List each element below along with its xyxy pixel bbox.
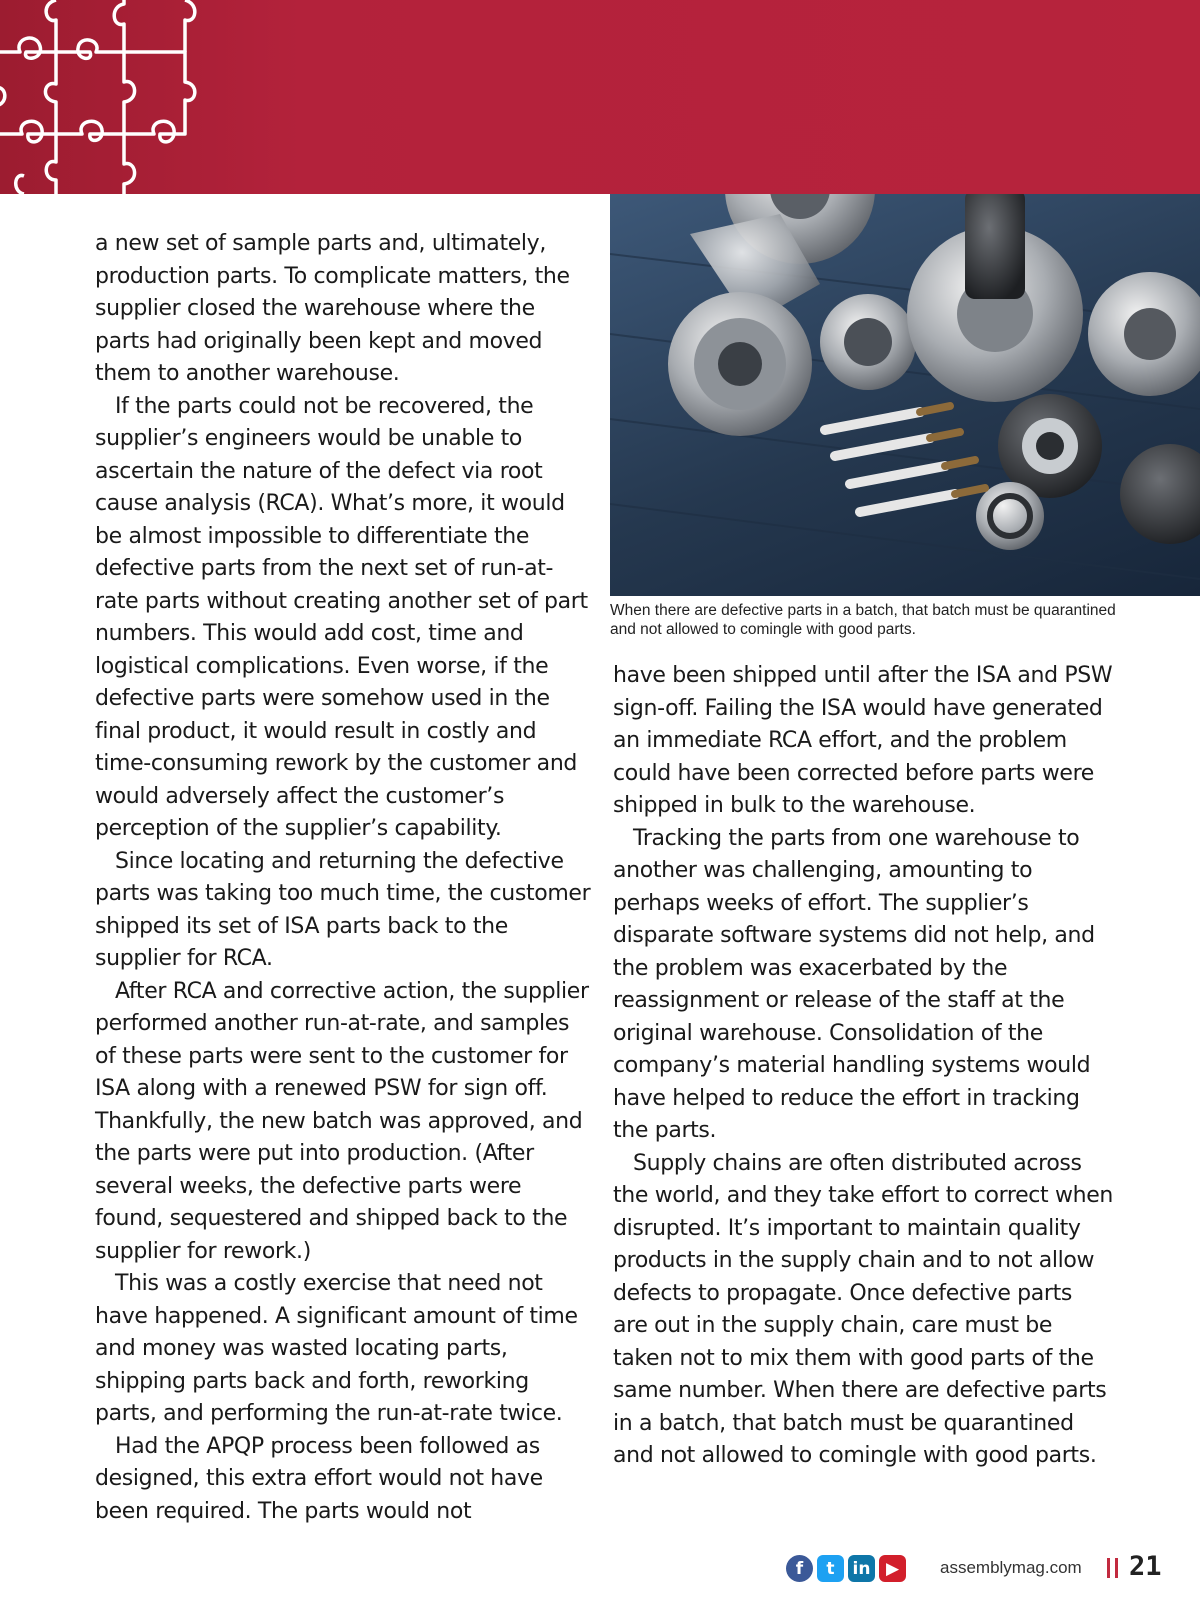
page-footer xyxy=(780,1550,1180,1590)
article-column-2 xyxy=(613,660,1113,1473)
header-banner xyxy=(0,0,1200,194)
page-number: 21 xyxy=(1129,1551,1162,1582)
puzzle-pieces-graphic xyxy=(0,0,200,194)
paragraph: If the parts could not be recovered, the supplier’s engineers would be unable to ascertain the nature of the defect via root cause analysis (RCA). What’s more, it would be almost impossible to differentiate the defective parts from the next set of run-at-rate parts without creating another set of part numbers. This would add cost, time and logistical complications. Even worse, if the defective parts were somehow used in the final product, it would result in costly and time-consuming rework by the customer and would adversely affect the customer’s perception of the supplier’s capability. xyxy=(95,393,588,841)
paragraph: a new set of sample parts and, ultimately, production parts. To complicate matters, the supplier closed the warehouse where the parts had originally been kept and moved them to another warehouse. xyxy=(95,231,570,386)
linkedin-icon[interactable]: in xyxy=(848,1555,875,1582)
auto-parts-photo xyxy=(610,194,1200,596)
facebook-icon[interactable]: f xyxy=(786,1555,813,1582)
article-column-1 xyxy=(95,228,595,1528)
twitter-icon[interactable]: t xyxy=(817,1555,844,1582)
auto-parts-illustration xyxy=(610,194,1200,596)
site-url[interactable]: assemblymag.com xyxy=(940,1558,1082,1577)
paragraph: After RCA and corrective action, the supplier performed another run-at-rate, and samples of these parts were sent to the customer for ISA along with a renewed PSW for sign off. Thankfully, the new batch was approved, and the parts were put into production. (After several weeks, the defective parts were found, sequestered and shipped back to the supplier for rework.) xyxy=(95,978,589,1264)
paragraph: Supply chains are often distributed across the world, and they take effort to correct when disrupted. It’s important to maintain quality products in the supply chain and to not allow defects to propagate. Once defective parts are out in the supply chain, care must be taken not to mix them with good parts of the same number. When there are defective parts in a batch, that batch must be quarantined and not allowed to comingle with good parts. xyxy=(613,1150,1113,1468)
paragraph: Had the APQP process been followed as designed, this extra effort would not have been required. The parts would not xyxy=(95,1433,543,1524)
paragraph: have been shipped until after the ISA and PSW sign-off. Failing the ISA would have generated an immediate RCA effort, and the problem could have been corrected before parts were shipped in bulk to the warehouse. xyxy=(613,663,1113,818)
paragraph: Tracking the parts from one warehouse to another was challenging, amounting to perhaps weeks of effort. The supplier’s disparate software systems did not help, and the problem was exacerbated by the reassignment or release of the staff at the original warehouse. Consolidation of the company’s material handling systems would have helped to reduce the effort in tracking the parts. xyxy=(613,825,1095,1143)
paragraph: Since locating and returning the defective parts was taking too much time, the customer shipped its set of ISA parts back to the supplier for RCA. xyxy=(95,848,591,971)
paragraph: This was a costly exercise that need not have happened. A significant amount of time and money was wasted locating parts, shipping parts back and forth, reworking parts, and performing the run-at-rate twice. xyxy=(95,1271,578,1426)
photo-caption: When there are defective parts in a batch, that batch must be quarantined and not allowed to comingle with good parts. xyxy=(610,602,1116,638)
social-links xyxy=(786,1555,910,1582)
footer-separator xyxy=(1107,1558,1118,1578)
youtube-icon[interactable]: ▶ xyxy=(879,1555,906,1582)
